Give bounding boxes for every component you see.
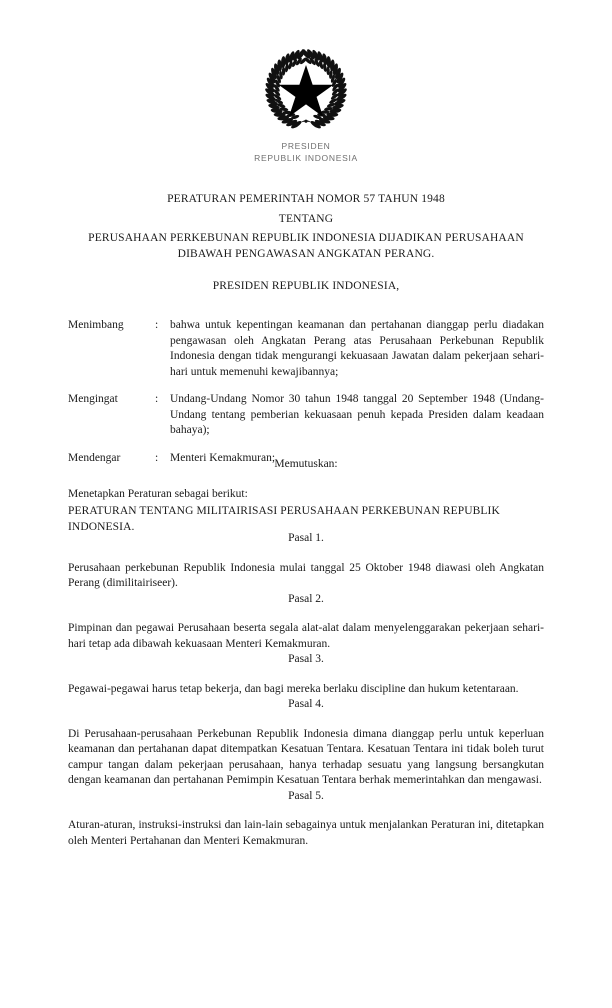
- article-body: Pegawai-pegawai harus tetap bekerja, dan bagi mereka berlaku discipline dan hukum ketentaraan.: [68, 682, 519, 695]
- article-heading: Pasal 1.: [288, 532, 324, 544]
- garuda-star-wreath-emblem: [258, 42, 354, 138]
- consideration-text: Undang-Undang Nomor 30 tahun 1948 tanggal 20 September 1948 (Undang-Undang tentang pemberian kekuasaan penuh kepada Presiden dalam keadaan bahaya);: [170, 393, 544, 436]
- title-regulation-number: PERATURAN PEMERINTAH NOMOR 57 TAHUN 1948: [167, 193, 445, 205]
- considerations-block: [68, 318, 544, 478]
- article: [68, 789, 544, 850]
- article: [68, 652, 544, 697]
- emblem-caption: [0, 141, 612, 164]
- article-body: Pimpinan dan pegawai Perusahaan beserta segala alat-alat dalam menyelenggarakan pekerjaan sehari-hari tetap ada dibawah kekuasaan Menteri Kemakmuran.: [68, 622, 544, 650]
- article-body: Perusahaan perkebunan Republik Indonesia mulai tanggal 25 Oktober 1948 diawasi oleh Angkatan Perang (dimilitairiseer).: [68, 561, 544, 589]
- consideration-label: Menimbang: [68, 319, 124, 331]
- article: [68, 697, 544, 789]
- emblem-caption-line1: PRESIDEN: [281, 141, 331, 151]
- consideration-row: [68, 318, 544, 380]
- consideration-text: Menteri Kemakmuran;: [170, 451, 276, 464]
- consideration-label: Mengingat: [68, 393, 118, 405]
- title-subject: PERUSAHAAN PERKEBUNAN REPUBLIK INDONESIA DIJADIKAN PERUSAHAAN DIBAWAH PENGAWASAN ANGKATAN PERANG.: [88, 232, 524, 260]
- emblem-caption-line2: REPUBLIK INDONESIA: [254, 152, 358, 163]
- consideration-colon: :: [155, 319, 159, 331]
- consideration-row: [68, 392, 544, 439]
- article: [68, 592, 544, 653]
- menetapkan-line: Menetapkan Peraturan sebagai berikut:: [68, 488, 248, 500]
- emblem-block: [0, 42, 612, 164]
- title-tentang: TENTANG: [278, 213, 334, 225]
- article-heading: Pasal 2.: [288, 592, 324, 605]
- consideration-label: Mendengar: [68, 451, 121, 464]
- article-body: Di Perusahaan-perusahaan Perkebunan Republik Indonesia dimana dianggap perlu untuk keperluan keamanan dan pertahanan dapat ditempatkan Kesatuan Tentara. Kesatuan Tentara ini tidak boleh turut campur tangan dalam pekerjaan perusahaan, hanya terhadap sesuatu yang langsung bersangkutan dengan keamanan dan pertahanan Pemimpin Kesatuan Tentara berhak memerintahkan dan mengawasi.: [68, 727, 544, 786]
- article: [68, 531, 544, 592]
- article-heading: Pasal 5.: [288, 789, 324, 802]
- consideration-colon: :: [155, 451, 159, 464]
- memutuskan-heading: Memutuskan:: [274, 458, 338, 470]
- article-heading: Pasal 4.: [288, 698, 324, 710]
- consideration-text: bahwa untuk kepentingan keamanan dan pertahanan dianggap perlu diadakan pengawasan oleh Angkatan Perang atas Perusahaan Perkebunan Republik Indonesia dengan tidak mengurangi kekuasaan Jawatan dalam pekerjaan sehari-hari untuk memenuhi kewajibannya;: [170, 319, 544, 378]
- article-body: Aturan-aturan, instruksi-instruksi dan lain-lain sebagainya untuk menjalankan Peraturan ini, ditetapkan oleh Menteri Pertahanan dan Menteri Kemakmuran.: [68, 819, 544, 847]
- issuer-line: PRESIDEN REPUBLIK INDONESIA,: [212, 280, 400, 292]
- article-heading: Pasal 3.: [288, 653, 324, 665]
- articles-block: [68, 531, 544, 849]
- regulation-decision-title: PERATURAN TENTANG MILITAIRISASI PERUSAHAAN PERKEBUNAN REPUBLIK INDONESIA.: [68, 505, 500, 533]
- document-title-block: [68, 190, 544, 262]
- consideration-colon: :: [155, 393, 159, 405]
